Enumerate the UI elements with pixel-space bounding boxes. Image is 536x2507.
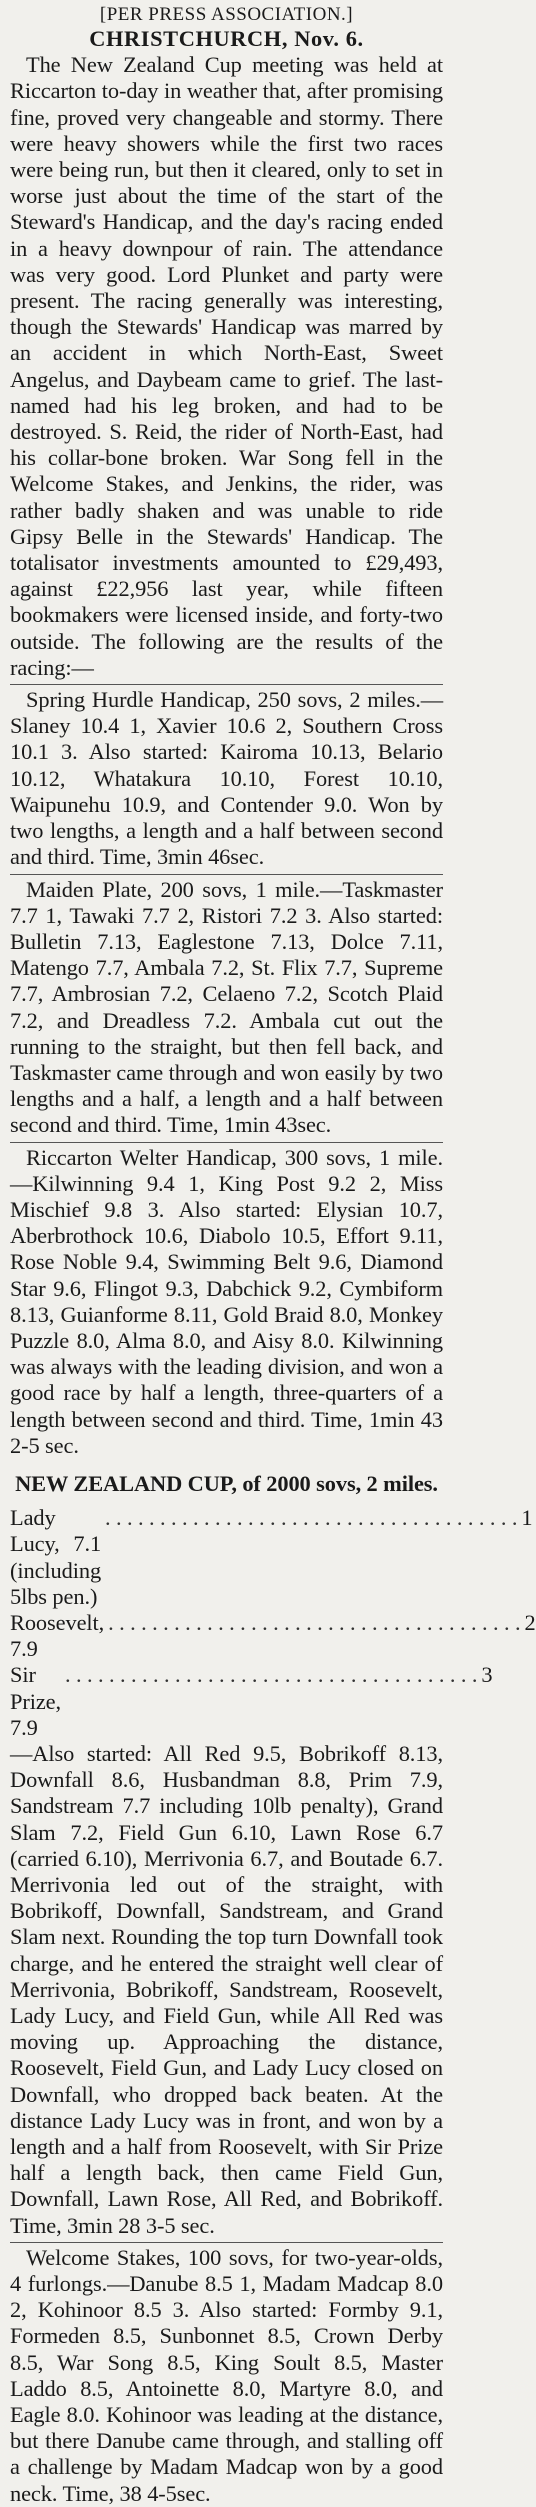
press-credit: [PER PRESS ASSOCIATION.] [99,4,354,25]
placing-position: 1 [521,1505,533,1531]
intro-paragraph: The New Zealand Cup meeting was held at Riccarton to-day in weather that, after promising fine, proved very changeable and stormy. There were heavy showers while the first two races were being run, but then it cleared, only to set in worse just about the time of the start of the Steward's Handicap, and the day's racing ended in a heavy downpour of rain. The attendance was very good. Lord Plunket and party were present. The racing generally was interesting, though the Stewards' Handicap was marred by an accident in which North-East, Sweet Angelus, and Daybeam came to grief. The last-named had his leg broken, and had to be destroyed. S. Reid, the rider of North-East, had his collar-bone broken. War Song fell in the Welcome Stakes, and Jenkins, the rider, was rather badly shaken and was unable to ride Gipsy Belle in the Stewards' Handicap. The totalisator investments amounted to £29,493, against £22,956 last year, while fifteen bookmakers were licensed inside, and forty-two outside. The following are the results of the racing:— [10,52,443,680]
leader-dots: . . . . . . . . . . . . . . . . . . . . . . . . . . . . . . . . . . . . . . [65,1662,478,1688]
leader-dots: . . . . . . . . . . . . . . . . . . . . . . . . . . . . . . . . . . . . . . [105,1505,518,1531]
cup-heading: NEW ZEALAND CUP, of 2000 sovs, 2 miles. [15,1470,438,1496]
cup-race-report: —Also started: All Red 9.5, Bobrikoff 8.13, Downfall 8.6, Husbandman 8.8, Prim 7.9, Sandstream 7.7 including 10lb penalty), Grand Slam 7.2, Field Gun 6.10, Lawn Rose 6.7 (carried 6.10), Merrivonia 6.7, and Boutade 6.7. Merrivonia led out of the straight, with Bobrikoff, Downfall, Sandstream, and Grand Slam next. Rounding the top turn Downfall took charge, and he entered the straight well clear of Merrivonia, Bobrikoff, Sandstream, Roosevelt, Lady Lucy, and Field Gun, while All Red was moving up. Approaching the distance, Roosevelt, Field Gun, and Lady Lucy closed on Downfall, who dropped back beaten. At the distance Lady Lucy was in front, and won by a length and a half from Roosevelt, with Sir Prize half a length back, then came Field Gun, Downfall, Lawn Rose, All Red, and Bobrikoff. Time, 3min 28 3-5 sec. [10,1741,443,2238]
race-result-maiden-plate: Maiden Plate, 200 sovs, 1 mile.—Taskmaster 7.7 1, Tawaki 7.7 2, Ristori 7.2 3. Also started: Bulletin 7.13, Eaglestone 7.13, Dolce 7.11, Matengo 7.7, Ambala 7.2, St. Flix 7.7, Supreme 7.7, Ambrosian 7.2, Celaeno 7.2, Scotch Plaid 7.2, and Dreadless 7.2. Ambala cut out the running to the straight, but then fell back, and Taskmaster came through and won easily by two lengths and a half, a length and a half between second and third. Time, 1min 43sec. [10,874,443,1139]
race-result-welcome-stakes: Welcome Stakes, 100 sovs, for two-year-olds, 4 furlongs.—Danube 8.5 1, Madam Madcap 8.0 2, Kohinoor 8.5 3. Also started: Formby 9.1, Formeden 8.5, Sunbonnet 8.5, Crown Derby 8.5, War Song 8.5, King Soult 8.5, Master Laddo 8.5, Antoinette 8.0, Martyre 8.0, and Eagle 8.0. Kohinoor was leading at the distance, but there Danube came through, and stalling off a challenge by Madam Madcap won by a good neck. Time, 38 4-5sec. [10,2242,443,2507]
placing-horse: Lady Lucy, 7.1 (including 5lbs pen.) [10,1505,102,1609]
placing-row [10,1662,493,1741]
dateline: CHRISTCHURCH, Nov. 6. [89,26,364,51]
cup-placings [10,1505,536,1741]
placing-position: 2 [524,1609,536,1635]
placing-horse: Sir Prize, 7.9 [10,1662,62,1740]
placing-row [10,1505,533,1610]
race-result-riccarton-welter: Riccarton Welter Handicap, 300 sovs, 1 mile.—Kilwinning 9.4 1, King Post 9.2 2, Miss Mischief 9.8 3. Also started: Elysian 10.7, Aberbrothock 10.6, Diabolo 10.5, Effort 9.11, Rose Noble 9.4, Swimming Belt 9.6, Diamond Star 9.6, Flingot 9.3, Dabchick 9.2, Cymbiform 8.13, Guianforme 8.11, Gold Braid 8.0, Monkey Puzzle 8.0, Alma 8.0, and Aisy 8.0. Kilwinning was always with the leading division, and won a good race by half a length, three-quarters of a length between second and third. Time, 1min 43 2-5 sec. [10,1142,443,1459]
placing-position: 3 [481,1662,493,1688]
placing-horse: Roosevelt, 7.9 [10,1609,105,1662]
leader-dots: . . . . . . . . . . . . . . . . . . . . . . . . . . . . . . . . . . . . . . [108,1609,521,1635]
placing-row [10,1609,536,1662]
race-result-spring-hurdle: Spring Hurdle Handicap, 250 sovs, 2 miles.—Slaney 10.4 1, Xavier 10.6 2, Southern Cross 10.1 3. Also started: Kairoma 10.13, Belario 10.12, Whatakura 10.10, Forest 10.10, Waipunehu 10.9, and Contender 9.0. Won by two lengths, a length and a half between second and third. Time, 3min 46sec. [10,684,443,870]
